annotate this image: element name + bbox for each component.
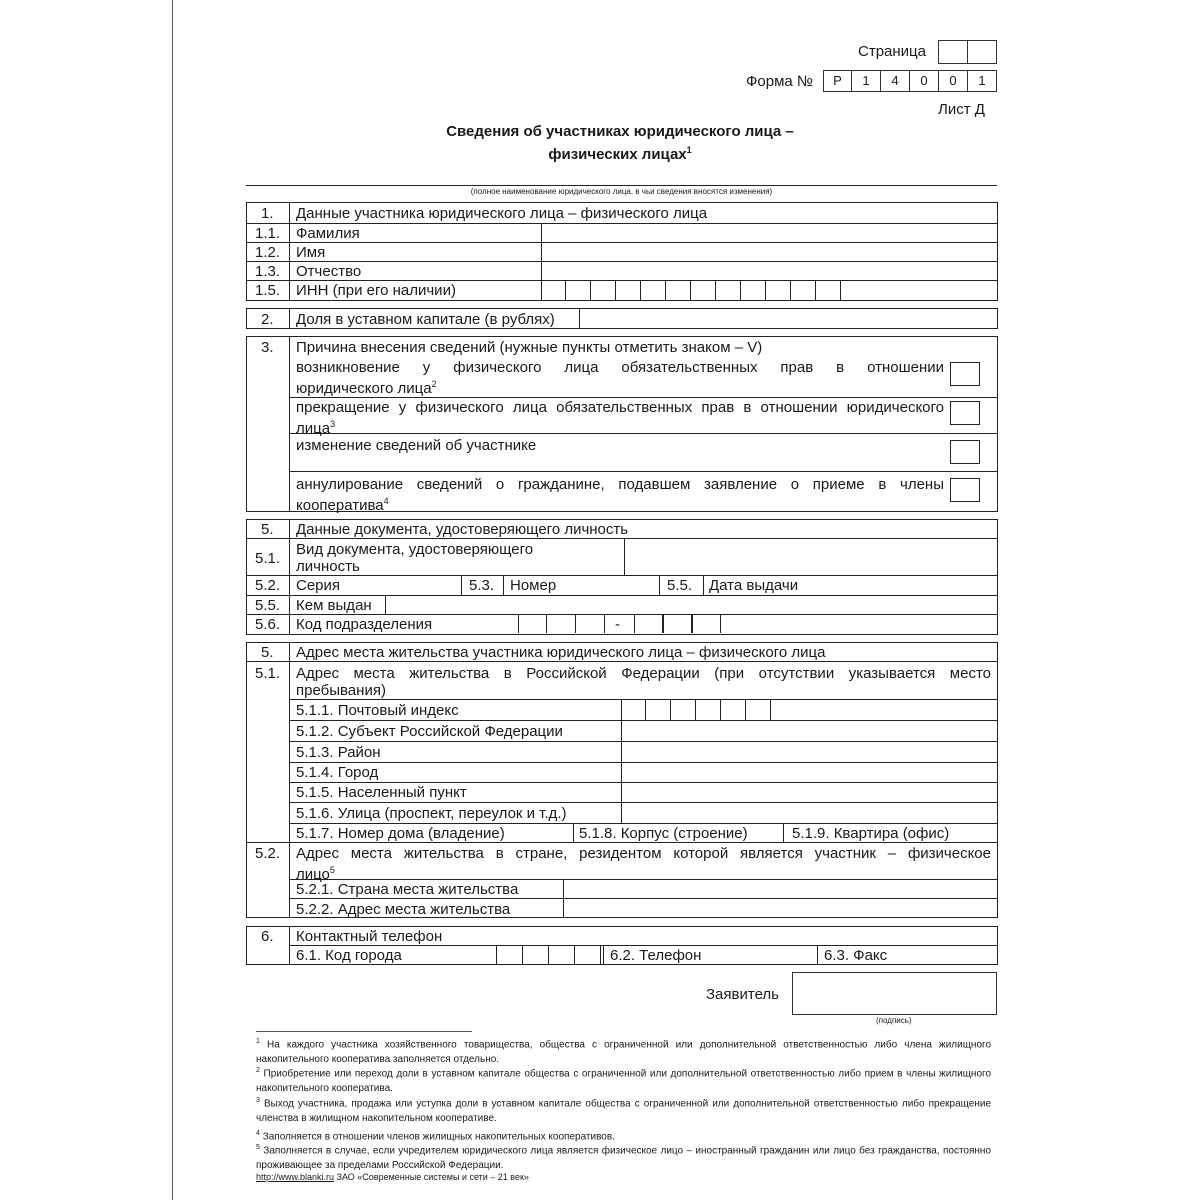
footnote-text: Приобретение или переход доли в уставном капитале общества с ограниченной или дополнительной ответственностью либо прием в члены жилищного накопительного кооператива. <box>256 1068 992 1095</box>
s3-heading: Причина внесения сведений (нужные пункты отметить знаком – V) <box>296 339 763 356</box>
footnote-2 <box>256 1063 991 1096</box>
city-code-cell[interactable] <box>549 945 575 964</box>
reason-option-4-text-b: кооператива$^4$ <box>296 496 389 514</box>
row-num: 5.1. <box>255 665 281 682</box>
reason-option-3-text: изменение сведений об участнике <box>296 437 537 454</box>
inn-digit-cell[interactable] <box>616 281 641 300</box>
signature-box[interactable] <box>792 972 997 1015</box>
postal-code-cell[interactable] <box>671 699 696 720</box>
row-num: 1.3. <box>255 263 281 280</box>
footnote-text: Заполняется в отношении членов жилищных накопительных кооперативов. <box>262 1131 615 1143</box>
series-field[interactable] <box>357 576 459 594</box>
row-num: 5.2. <box>255 577 281 594</box>
locality-label: 5.1.5. Населенный пункт <box>296 784 467 801</box>
foreign-address-label-b: лицо$^5$ <box>296 865 335 883</box>
sheet-label: Лист Д <box>938 101 985 118</box>
doc-type-label-a: Вид документа, удостоверяющего <box>296 541 534 558</box>
doc-type-field[interactable] <box>626 539 995 574</box>
building-label: 5.1.8. Корпус (строение) <box>579 825 748 842</box>
s1-num: 1. <box>261 205 274 222</box>
postal-code-cell[interactable] <box>646 699 671 720</box>
row-num: 5.5. <box>255 597 281 614</box>
postal-code-cell[interactable] <box>746 699 771 720</box>
issued-by-label: Кем выдан <box>296 597 372 614</box>
number-field[interactable] <box>567 576 657 594</box>
page-left-edge <box>172 0 173 1200</box>
footnote-text: На каждого участника хозяйственного товарищества, общества с ограниченной или дополнительной ответственностью либо члена жилищного накопительного кооператива заполняется отдельно. <box>256 1039 992 1066</box>
s5-num: 5. <box>261 521 274 538</box>
s5-heading: Данные документа, удостоверяющего личность <box>296 521 629 538</box>
row-num: 5.2. <box>255 845 281 862</box>
patronymic-field[interactable] <box>543 262 995 279</box>
issued-by-field[interactable] <box>387 596 995 613</box>
footnote-marker: 2 <box>256 1067 260 1074</box>
division-code-cell[interactable] <box>634 614 663 633</box>
footnote-3 <box>256 1093 991 1126</box>
patronymic-label: Отчество <box>296 263 362 280</box>
inn-label: ИНН (при его наличии) <box>296 282 456 299</box>
inn-digit-cell[interactable] <box>566 281 591 300</box>
postal-code-cell[interactable] <box>721 699 746 720</box>
city-code-cell[interactable] <box>523 945 549 964</box>
district-label: 5.1.3. Район <box>296 744 381 761</box>
rf-address-label-b: пребывания) <box>296 682 386 699</box>
section-participant-data <box>246 202 998 301</box>
publisher-link[interactable]: http://www.blanki.ru <box>256 1172 335 1182</box>
reason-option-2-text-b: лица$^3$ <box>296 419 336 437</box>
division-code-cell[interactable] <box>692 614 721 633</box>
section-reason <box>246 336 998 512</box>
form-code-digit: 1 <box>852 70 881 92</box>
division-code-cell[interactable] <box>576 614 605 633</box>
inn-digit-cell[interactable] <box>741 281 766 300</box>
section-contact-phone <box>246 926 998 965</box>
inn-digit-cell[interactable] <box>766 281 791 300</box>
city-code-cell[interactable] <box>575 945 601 964</box>
division-code-divider <box>518 614 519 633</box>
row-num: 5.5. <box>667 577 693 594</box>
applicant-label: Заявитель <box>706 986 779 1003</box>
signature-caption: (подпись) <box>876 1016 912 1025</box>
section-identity-document <box>246 519 998 635</box>
city-field[interactable] <box>623 763 995 781</box>
region-field[interactable] <box>623 721 995 740</box>
series-label: Серия <box>296 577 341 594</box>
form-title-line2: физических лицах$^1$ <box>548 145 692 163</box>
region-label: 5.1.2. Субъект Российской Федерации <box>296 723 563 740</box>
form-code-digit: 0 <box>910 70 939 92</box>
reason-option-2-checkbox[interactable] <box>950 401 980 425</box>
surname-field[interactable] <box>543 224 995 241</box>
foreign-address-label: Адрес места жительства в стране, резидентом которой является участник – физическое <box>296 845 991 862</box>
division-code-dash: - <box>615 616 620 633</box>
street-label: 5.1.6. Улица (проспект, переулок и т.д.) <box>296 805 567 822</box>
country-field[interactable] <box>565 880 995 897</box>
reason-option-1-text: возникновение у физического лица обязательственных прав в отношении <box>296 359 944 376</box>
city-label: 5.1.4. Город <box>296 764 379 781</box>
district-field[interactable] <box>623 742 995 761</box>
reason-option-3-checkbox[interactable] <box>950 440 980 464</box>
first-name-label: Имя <box>296 244 326 261</box>
page-number-box[interactable] <box>938 40 997 64</box>
issue-date-field[interactable] <box>817 576 995 594</box>
division-code-cell[interactable] <box>663 614 692 633</box>
publisher-name: ЗАО «Современные системы и сети – 21 век» <box>334 1172 529 1182</box>
first-name-field[interactable] <box>543 243 995 260</box>
page-label: Страница <box>858 43 926 60</box>
form-code-digit: 0 <box>939 70 968 92</box>
footnote-marker: 4 <box>256 1130 260 1137</box>
reason-option-2-text: прекращение у физического лица обязательственных прав в отношении юридического <box>296 399 944 416</box>
reason-option-4-checkbox[interactable] <box>950 478 980 502</box>
foreign-address-line-label: 5.2.2. Адрес места жительства <box>296 901 511 918</box>
company-name-line[interactable] <box>246 185 997 186</box>
inn-digit-cell[interactable] <box>591 281 616 300</box>
fax-field[interactable] <box>897 946 995 963</box>
row-num: 5.1. <box>255 550 281 567</box>
locality-field[interactable] <box>623 783 995 801</box>
form-code-digit: 4 <box>881 70 910 92</box>
street-field[interactable] <box>623 803 995 822</box>
number-label: Номер <box>510 577 557 594</box>
phone-label: 6.2. Телефон <box>610 947 702 964</box>
city-code-label: 6.1. Код города <box>296 947 402 964</box>
rf-address-label: Адрес места жительства в Российской Федерации (при отсутствии указывается место <box>296 665 991 682</box>
footnote-marker: 3 <box>256 1097 260 1104</box>
s6-heading: Контактный телефон <box>296 928 443 945</box>
s6-num: 6. <box>261 928 274 945</box>
row-num: 1.5. <box>255 282 281 299</box>
foreign-address-field[interactable] <box>565 899 995 916</box>
form-label: Форма № <box>746 73 814 90</box>
form-code-digit: Р <box>823 70 852 92</box>
company-name-caption: (полное наименование юридического лица, в чьи сведения вносятся изменения) <box>470 187 773 196</box>
section-residence-address <box>246 642 998 918</box>
s5b-num: 5. <box>261 644 274 661</box>
surname-label: Фамилия <box>296 225 360 242</box>
inn-digit-cell[interactable] <box>716 281 741 300</box>
postal-code-cell[interactable] <box>696 699 721 720</box>
city-code-cell[interactable] <box>497 945 523 964</box>
share-field[interactable] <box>581 310 995 327</box>
issue-date-label: Дата выдачи <box>709 577 799 594</box>
division-code-cell[interactable] <box>547 614 576 633</box>
inn-digit-cell[interactable] <box>691 281 716 300</box>
footnote-marker: 1 <box>256 1038 260 1045</box>
s1-heading: Данные участника юридического лица – физического лица <box>296 205 708 222</box>
row-num: 1.1. <box>255 225 281 242</box>
footnote-text: Выход участника, продажа или уступка доли в уставном капитале общества с ограниченной или дополнительной ответственностью либо прекращение членства в жилищном накопительном кооперативе. <box>256 1098 992 1125</box>
s3-num: 3. <box>261 339 274 356</box>
s2-num: 2. <box>261 311 274 328</box>
postal-code-cell[interactable] <box>621 699 646 720</box>
reason-option-1-text-b: юридического лица$^2$ <box>296 379 437 397</box>
row-num: 1.2. <box>255 244 281 261</box>
footnote-text: Заполняется в случае, если учредителем юридического лица является физическое лицо – иностранный гражданин или лицо без гражданства, постоянно проживающее за пределами Российской Федерации. <box>256 1145 992 1172</box>
inn-digit-cell[interactable] <box>791 281 816 300</box>
footnote-5 <box>256 1140 991 1173</box>
apartment-label: 5.1.9. Квартира (офис) <box>792 825 950 842</box>
inn-digit-cell[interactable] <box>641 281 666 300</box>
row-num: 5.3. <box>469 577 495 594</box>
doc-type-label-b: личность <box>296 558 360 575</box>
inn-digit-cell[interactable] <box>666 281 691 300</box>
inn-digit-cell[interactable] <box>541 281 566 300</box>
section-share <box>246 308 998 329</box>
reason-option-4-text: аннулирование сведений о гражданине, подавшем заявление о приеме в члены <box>296 476 944 493</box>
fax-label: 6.3. Факс <box>824 947 888 964</box>
division-code-label: Код подразделения <box>296 616 433 633</box>
postal-code-label: 5.1.1. Почтовый индекс <box>296 702 459 719</box>
form-code-digit: 1 <box>968 70 997 92</box>
inn-digit-cell[interactable] <box>816 281 841 300</box>
s5b-heading: Адрес места жительства участника юридического лица – физического лица <box>296 644 826 661</box>
city-code-cell[interactable] <box>471 945 497 964</box>
reason-option-1-checkbox[interactable] <box>950 362 980 386</box>
country-label: 5.2.1. Страна места жительства <box>296 881 519 898</box>
house-label: 5.1.7. Номер дома (владение) <box>296 825 505 842</box>
phone-field[interactable] <box>717 946 815 963</box>
footnote-separator <box>256 1031 472 1032</box>
publisher-line <box>256 1172 529 1182</box>
share-label: Доля в уставном капитале (в рублях) <box>296 311 555 328</box>
division-code-cell[interactable] <box>518 614 547 633</box>
footnote-marker: 5 <box>256 1144 260 1151</box>
row-num: 5.6. <box>255 616 281 633</box>
form-title-line1: Сведения об участниках юридического лица – <box>446 123 794 140</box>
